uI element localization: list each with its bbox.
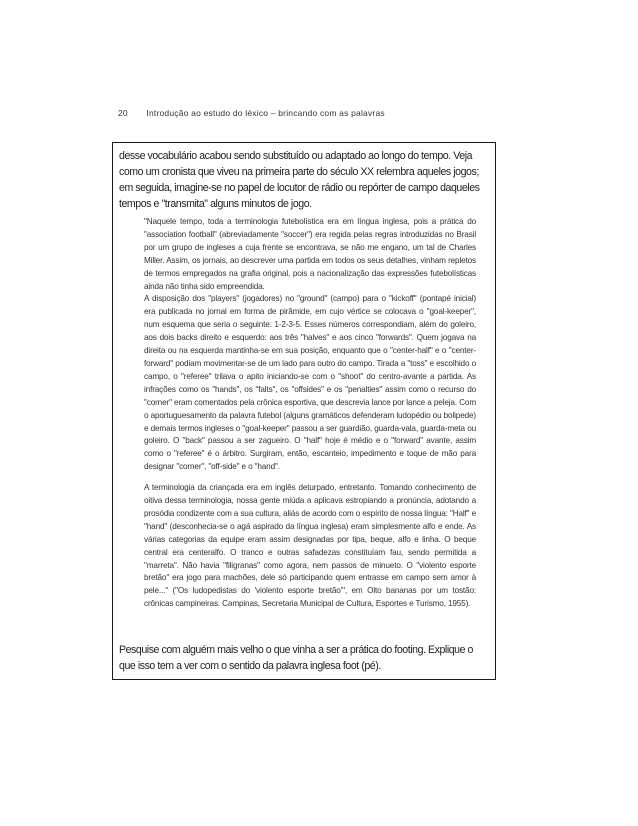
running-head	[118, 108, 385, 118]
page-number: 20	[118, 108, 128, 118]
running-title: Introdução ao estudo do léxico – brincando com as palavras	[146, 108, 385, 118]
exercise-paragraph: Pesquise com alguém mais velho o que vinha a ser a prática do footing. Explique o que isso tem a ver com o sentido da palavra inglesa foot (pé).	[119, 644, 473, 672]
quote-paragraph-1: "Naquele tempo, toda a terminologia futebolística era em língua inglesa, pois a prática do "association football" (abreviadamente "soccer") era regida pelas regras introduzidas no Brasil por um grupo de ingleses a cuja frente se encontrava, se não me engano, um tal de Charles Miller. Assim, os jornais, ao descrever uma partida em todos os seus detalhes, vinham repletos de termos empregados na grafia original, pois a nacionalização das expressões futebolísticas ainda não tinha sido empreendida.	[144, 217, 476, 291]
quote-paragraph-2: A disposição dos "players" (jogadores) no "ground" (campo) para o "kickoff" (pontapé inicial) era publicada no jornal em forma de pirâmide, em cujo vértice se colocava o "goal-keeper", num esquema que seria o seguinte: 1-2-3-5. Esses números correspondiam, além do goleiro, aos dois backs direito e esquerdo: aos três "halves" e aos cinco "forwards". Quem jogava na direita ou na esquerda mantinha-se em sua posição, enquanto que o "center-half" e o "center-forward" podiam movimentar-se de um lado para outro do campo. Tirada a "toss" e escolhido o campo, o "referee" trilava o apito iniciando-se com o "shoot" do centro-avante a partida. As infrações como os "hands", os "falts", os "offsides" e os "penalties" assim como o recurso do "corner" eram comentados pela crônica esportiva, que descrevia lance por lance a peleja. Com o aportuguesamento da palavra futebol (alguns gramáticos defenderam ludopédio ou bolipede) e demais termos ingleses o "goal-keeper" passou a ser guardião, guarda-vala, guarda-meta ou goleiro. O "back" passou a ser zagueiro. O "half" hoje é médio e o "forward" avante, assim como o "referee" é o árbitro. Surgiram, então, escanteio, impedimento e toque de mão para designar "corner", "off-side" e o "hand".	[144, 294, 476, 472]
quote-paragraph-3: A terminologia da criançada era em inglês deturpado, entretanto. Tomando conhecimento de oitiva dessa terminologia, nossa gente miúda a aplicava estropiando a pronúncia, adotando a prosódia condizente com a sua cultura, aliás de acordo com o espírito de nossa língua: "Half" e "hand" (desconhecia-se o agá aspirado da língua inglesa) eram simplesmente alfo e ende. As várias categorias da equipe eram assim designadas por tipa, beque, alfo e linha. O beque central era centeralfo. O tranco e outras safadezas constituíam fau, sendo permitida a "marreta". Não havia "filigranas" como agora, nem passos de minueto. O "violento esporte bretão" era jogo para machões, dele só participando quem entrasse em campo sem amor à pele..." ("Os ludopedistas do 'violento esporte bretão'", em Olto bananas por um tostão: crônicas campineiras. Campinas, Secretaria Municipal de Cultura, Esportes e Turismo, 1955).	[144, 483, 476, 609]
quoted-chronicle	[144, 216, 476, 611]
intro-paragraph: desse vocabulário acabou sendo substituído ou adaptado ao longo do tempo. Veja como um cronista que viveu na primeira parte do século XX relembra aqueles jogos; em seguida, imagine-se no papel de locutor de rádio ou repórter de campo daqueles tempos e "transmita" alguns minutos de jogo.	[119, 150, 480, 210]
